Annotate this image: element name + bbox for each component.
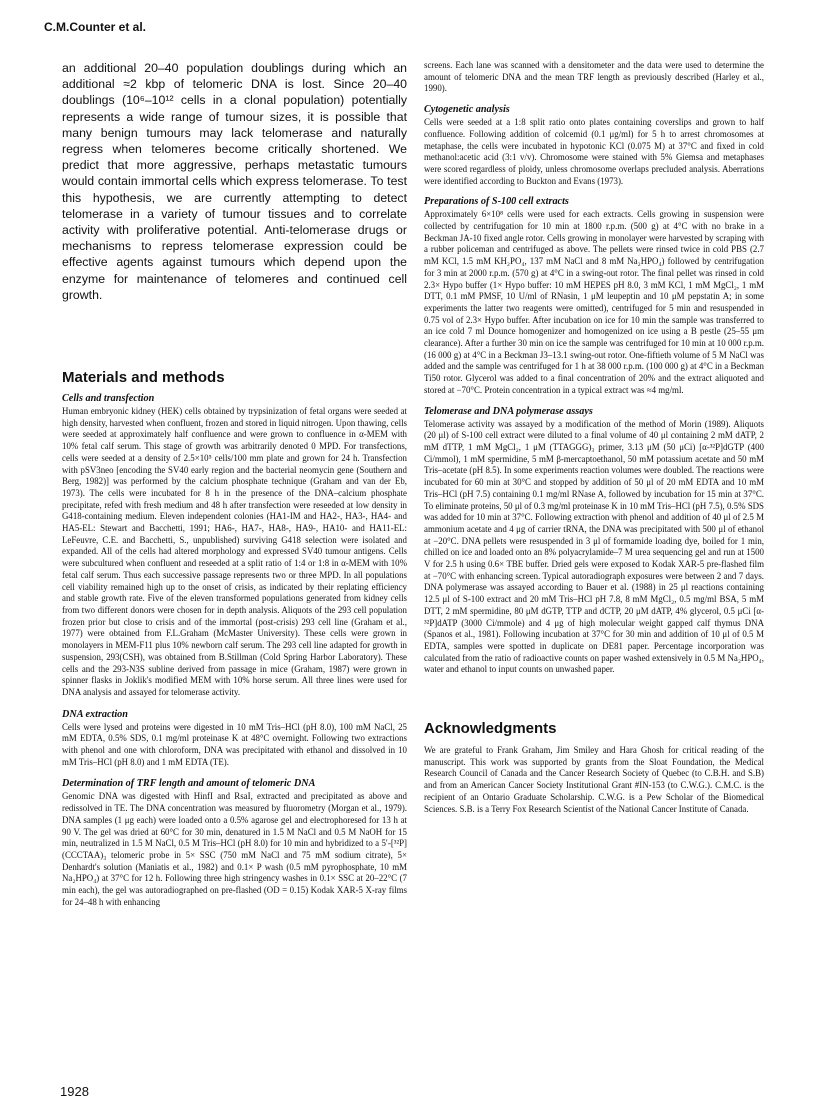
paragraph-cells: Human embryonic kidney (HEK) cells obtained by trypsinization of fetal organs were seeded at high density, harvested when confluent, frozen and stored in liquid nitrogen. Upon thawing, cells were seeded at approximately half confluence and were grown to confluence in α-MEM with 10% fetal calf serum. This stage of growth was arbitrarily denoted 0 MPD. For transfections, cells were seeded at a density of 2.5×10⁵ cells/100 mm plate and grown for 24 h. Transfection with pSV3neo [encoding the SV40 early region and the bacterial neomycin gene (Southern and Berg, 1982)] was performed by the calcium phosphate technique (Graham and van der Eb, 1973). The cells were incubated for 8 h in the presence of the DNA–calcium phosphate precipitate, refed with fresh medium and 48 h after transfection were reseeded at low density in G418-containing medium. Eleven independent colonies (HA1-IM and HA2-, HA3-, HA4- and HA5-EL: Stewart and Bacchetti, 1991; HA6-, HA7-, HA8-, HA9-, HA10- and HA11-EL: LeFeuvre, C.E. and Bacchetti, S., unpublished) surviving G418 selection were isolated and expanded. All of the cells had altered morphology and expressed SV40 tumour antigens. Cells were subcultured when confluent and reseeded at a split ratio of 1:4 or 1:8 in α-MEM with 10% fetal calf serum. Thus each successive passage represents two or three MPD. In all populations cell viability remained high up to the onset of crisis, as indicated by their replating efficiency and stable growth rate. Five of the eleven transformed populations generated from kidney cells from two different donors were chosen for in depth analysis. Aliquots of the 293 cell population frozen prior but close to crisis and of the immortal (post-crisis) 293 cell line (Graham et al., 1977) were obtained from F.L.Graham (McMaster University). These cells were grown in monolayers in MEM-F11 plus 10% newborn calf serum. The 293 cell line adapted for growth in suspension, 293(CSH), was obtained from B.Stillman (Cold Spring Harbor Laboratory). These cells and the 293-N3S subline derived from passage in mice (Graham, 1987) were grown in spinner flasks in Joklik's modified MEM with 10% horse serum. All three lines were used for DNA analysis and assayed for telomerase activity. [62,406,407,697]
paragraph-cytogenetic: Cells were seeded at a 1:8 split ratio onto plates containing coverslips and grown to half confluence. Following addition of colcemid (0.1 μg/ml) for 5 h to arrest chromosomes at metaphase, the cells were incubated in hypotonic KCl (0.075 M) at 37°C and fixed in cold methanol:acetic acid (3:1 v/v). Chromosome were stained with 5% Giemsa and metaphases were scored regardless of ploidy, unless chromosome overlaps precluded analysis. Aberrations were identified according to Buckton and Evans (1973). [424,117,764,186]
paragraph-acknowledgments: We are grateful to Frank Graham, Jim Smiley and Hara Ghosh for critical reading of the manuscript. This work was supported by grants from the Sloat Foundation, the Medical Research Council of Canada and the Cancer Research Society of Quebec (to C.B.H. and S.B) and from an American Cancer Society Institutional Grant #IN-153 (to C.W.G.). C.M.C. is the recipient of an Ontario Graduate Scholarship. C.W.G. is a Pew Scholar of the Biomedical Sciences. S.B. is a Terry Fox Research Scientist of the National Cancer Institute of Canada. [424,745,764,814]
section-heading-acknowledgments: Acknowledgments [424,720,557,738]
paragraph-s100: Approximately 6×10⁸ cells were used for each extracts. Cells growing in suspension were collected by centrifugation for 10 min at 1800 r.p.m. (500 g) at 4°C with no brake in a Beckman JA-10 fixed angle rotor. Cells growing in monolayer were harvested by scraping with a rubber policeman and centrifuged as above. The pellets were rinsed twice in cold PBS (2.7 mM KCl, 1.5 mM KH₂PO₄, 137 mM NaCl and 8 mM Na₂HPO₄) followed by centrifugation for 3 min at 2000 r.p.m. (570 g) at 4°C in a swing-out rotor. The final pellet was rinsed in cold 2.3× Hypo buffer (1× Hypo buffer: 10 mM HEPES pH 8.0, 3 mM KCl, 1 mM MgCl₂, 1 mM DTT, 0.1 mM PMSF, 10 U/ml of RNasin, 1 μM leupeptin and 10 μM pepstatin A; in some experiments the latter two reagents were omitted), centrifuged for 5 min and resuspended in 0.75 vol of 2.3× Hypo buffer. After incubation on ice for 10 min the sample was transferred to an ice cold 7 ml Dounce homogenizer and homogenized on ice using a B pestle (25–55 μm clearance). After a further 30 min on ice the sample was centrifuged for 10 min at 10 000 r.p.m. (16 000 g) at 4°C in a Beckman J3–13.1 swing-out rotor. One-fiftieth volume of 5 M NaCl was added and the sample was centrifuged for 1 h at 38 000 r.p.m. (100 000 g) at 4°C in a Beckman Ti50 rotor. Glycerol was added to a final concentration of 20% and the extract aliquoted and stored at −70°C. Protein concentration in a typical extract was ≈4 mg/ml. [424,209,764,395]
section-heading-methods: Materials and methods [62,369,225,387]
right-column [424,60,764,815]
paragraph-dna-extraction: Cells were lysed and proteins were digested in 10 mM Tris–HCl (pH 8.0), 100 mM NaCl, 25 mM EDTA, 0.5% SDS, 0.1 mg/ml proteinase K at 48°C overnight. Following two extractions with phenol and one with chloroform, DNA was precipitated with ethanol and dissolved in 10 mM Tris–HCl (pH 8.0) and 1 mM EDTA (TE). [62,721,407,767]
subheading-telomerase: Telomerase and DNA polymerase assays [424,405,593,417]
paragraph-trf: Genomic DNA was digested with HinfI and RsaI, extracted and precipitated as above and redissolved in TE. The DNA concentration was measured by fluorometry (Morgan et al., 1979). DNA samples (1 μg each) were loaded onto a 0.5% agarose gel and electrophoresed for 13 h at 90 V. The gel was dried at 60°C for 30 min, denatured in 1.5 M NaCl and 0.5 M NaOH for 15 min, neutralized in 1.5 M NaCl, 0.5 M Tris–HCl (pH 8.0) for 10 min and hybridized to a 5′-[³²P](CCCTAA)₃ telomeric probe in 5× SSC (750 mM NaCl and 75 mM sodium citrate), 5× Denhardt's solution (Maniatis et al., 1982) and 0.1× P wash (0.5 mM pyrophosphate, 10 mM Na₂HPO₄) at 37°C for 12 h. Following three high stringency washes in 0.1× SSC at 20–22°C (7 min each), the gel was autoradiographed on pre-flashed (OD = 0.15) Kodak XAR-5 X-ray films for 24–48 h with enhancing [62,791,407,907]
paragraph-telomerase: Telomerase activity was assayed by a modification of the method of Morin (1989). Aliquots (20 μl) of S-100 cell extract were diluted to a final volume of 40 μl containing 2 mM dATP, 2 mM dTTP, 1 mM MgCl₂, 1 μM (TTAGGG)₃ primer, 3.13 μM (50 μCi) [α-³²P]dGTP (400 Ci/mmol), 1 mM spermidine, 5 mM β-mercaptoethanol, 50 mM potassium acetate and 50 mM Tris–acetate (pH 8.5). In some experiments reaction volumes were doubled. The reactions were incubated for 60 min at 30°C and stopped by addition of 50 μl of 20 mM EDTA and 10 mM Tris–HCl (pH 7.5) containing 0.1 mg/ml RNase A, followed by incubation for 15 min at 37°C. To eliminate proteins, 50 μl of 0.3 mg/ml proteinase K in 10 mM Tris–HCl (pH 7.5), 0.5% SDS was added for 10 min at 37°C. Following extraction with phenol and addition of 40 μl of 2.5 M ammonium acetate and 4 μg of carrier tRNA, the DNA was precipitated with 500 μl of ethanol at −20°C. DNA pellets were resuspended in 3 μl of formamide loading dye, boiled for 1 min, chilled on ice and loaded onto an 8% polyacrylamide–7 M urea sequencing gel and run at 1500 V for 2.5 h using 0.6× TBE buffer. Dried gels were exposed to Kodak XAR-5 pre-flashed film at −70°C with enhancing screen. Typical autoradiograph exposures were between 2 and 7 days. DNA polymerase was assayed according to Bauer et al. (1988) in 25 μl reactions containing 12.5 μl of S-100 extract and 20 mM Tris–HCl pH 7.8, 8 mM MgCl₂, 0.5 mg/ml BSA, 5 mM DTT, 2 mM spermidine, 80 μM dGTP, TTP and dCTP, 20 μM dATP, 4% glycerol, 0.5 μCi [α-³²P]dATP (3000 Ci/mmole) and 4 μg of high molecular weight gapped calf thymus DNA (Spanos et al., 1981). Following incubation at 37°C for 30 min and addition of 10 μl of 0.5 M EDTA, samples were spotted in duplicate on DE81 paper. Percentage incorporation was calculated from the ratio of radioactive counts on paper washed extensively in 0.5 M Na₂HPO₄, water and ethanol to input counts on unwashed paper. [424,418,764,675]
subheading-trf: Determination of TRF length and amount of telomeric DNA [62,778,316,790]
paragraph-screens: screens. Each lane was scanned with a densitometer and the data were used to determine the amount of telomeric DNA and the mean TRF length as previously described (Harley et al., 1990). [424,60,764,94]
subheading-dna-extraction: DNA extraction [62,708,128,720]
running-head: C.M.Counter et al. [44,20,147,34]
subheading-cytogenetic: Cytogenetic analysis [424,104,510,116]
left-column [62,60,407,908]
page-number: 1928 [60,1084,89,1099]
subheading-cells: Cells and transfection [62,393,155,405]
intro-paragraph: an additional 20–40 population doublings during which an additional ≈2 kbp of telomeric DNA is lost. Since 20–40 doublings (10⁶–10¹² cells in a clonal population) potentially represents a wide range of tumour sizes, it is possible that many benign tumours may lack telomerase and naturally regress when telomeres become critically shortened. We predict that more aggressive, perhaps metastatic tumours would contain immortal cells which express telomerase. To test this hypothesis, we are currently attempting to detect telomerase in a variety of tumour tissues and to correlate activity with proliferative potential. Anti-telomerase drugs or mechanisms to repress telomerase expression could be effective agents against tumours which depend upon the enzyme for maintenance of telomeres and continued cell growth. [62,61,407,302]
subheading-s100: Preparations of S-100 cell extracts [424,196,569,208]
